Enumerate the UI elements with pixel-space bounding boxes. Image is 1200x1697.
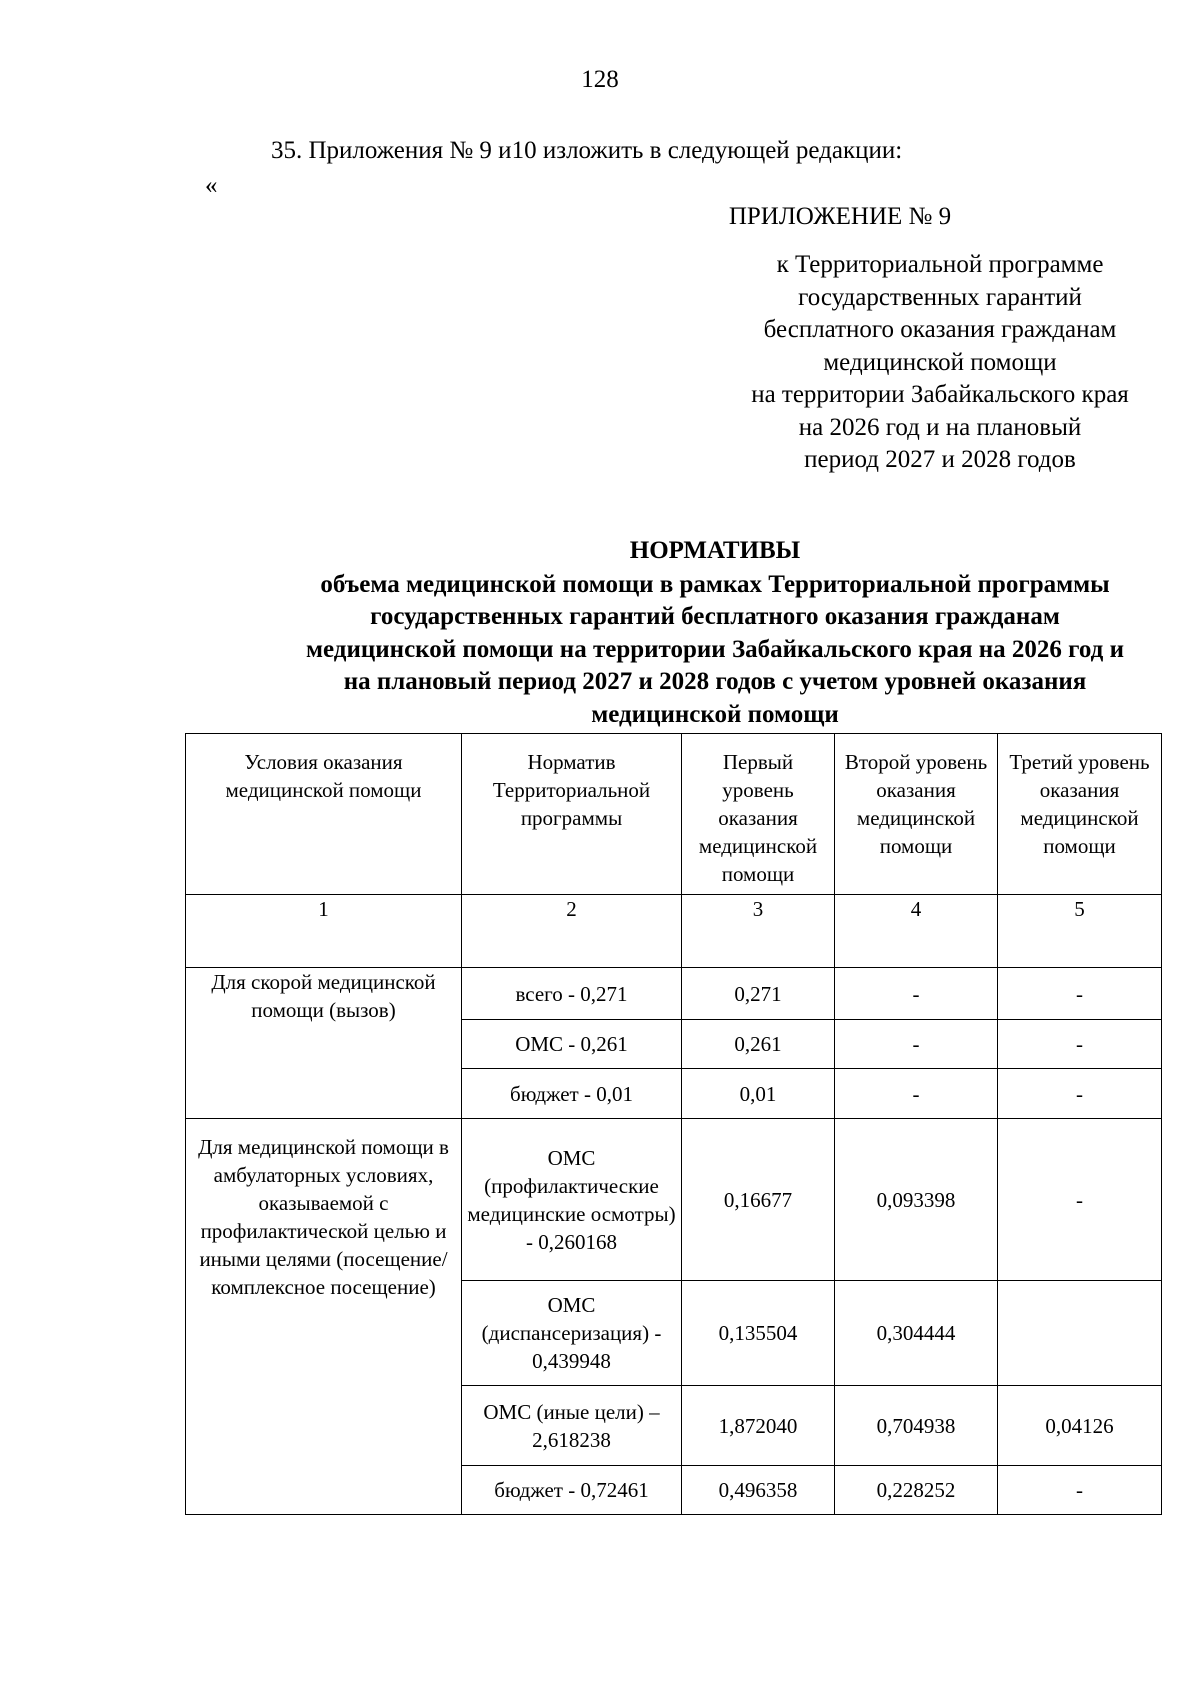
appendix-subtitle-line: на 2026 год и на плановый	[798, 413, 1082, 441]
level1-cell: 0,16677	[682, 1119, 835, 1281]
page-number: 128	[581, 66, 619, 93]
header-cell: Норматив Территориальной программы	[462, 734, 682, 895]
column-number-cell: 4	[835, 895, 998, 968]
level3-cell: -	[998, 1466, 1162, 1515]
intro-text: 35. Приложения № 9 и10 изложить в следующей редакции:	[271, 137, 903, 164]
table-row	[186, 1119, 1162, 1281]
header-cell: Условия оказания медицинской помощи	[186, 734, 462, 895]
norm-cell: всего - 0,271	[462, 968, 682, 1020]
document-title	[150, 535, 1200, 731]
document-title-line: объема медицинской помощи в рамках Территориальной программы	[320, 570, 1110, 598]
column-number-cell: 2	[462, 895, 682, 968]
header-cell: Первый уровень оказания медицинской помощи	[682, 734, 835, 895]
level1-cell: 1,872040	[682, 1386, 835, 1466]
level1-cell: 0,135504	[682, 1281, 835, 1386]
table-header-row	[186, 734, 1162, 895]
appendix-subtitle-line: период 2027 и 2028 годов	[804, 446, 1076, 473]
column-number-cell: 3	[682, 895, 835, 968]
level2-cell: -	[835, 1069, 998, 1119]
norm-cell: ОМС (диспансеризация) - 0,439948	[462, 1281, 682, 1386]
condition-cell: Для скорой медицинской помощи (вызов)	[186, 968, 462, 1119]
level2-cell: 0,093398	[835, 1119, 998, 1281]
table-row	[186, 968, 1162, 1020]
appendix-subtitle-line: к Территориальной программе	[776, 251, 1104, 278]
norm-cell: ОМС - 0,261	[462, 1020, 682, 1069]
document-title-line: государственных гарантий бесплатного оказания гражданам	[370, 603, 1060, 630]
norm-cell: ОМС (иные цели) – 2,618238	[462, 1386, 682, 1466]
document-heading: НОРМАТИВЫ	[629, 537, 801, 564]
level2-cell: -	[835, 1020, 998, 1069]
level3-cell: 0,04126	[998, 1386, 1162, 1466]
norms-table	[185, 733, 1162, 1515]
appendix-subtitle-line: бесплатного оказания гражданам	[763, 316, 1117, 343]
appendix-subtitle	[690, 249, 1190, 477]
level1-cell: 0,261	[682, 1020, 835, 1069]
level1-cell: 0,01	[682, 1069, 835, 1119]
appendix-subtitle-line: на территории Забайкальского края	[751, 381, 1129, 408]
level3-cell: -	[998, 1020, 1162, 1069]
level3-cell	[998, 1281, 1162, 1386]
document-title-line: на плановый период 2027 и 2028 годов с учетом уровней оказания	[343, 668, 1087, 695]
open-quote: «	[205, 172, 218, 199]
level2-cell: -	[835, 968, 998, 1020]
condition-cell: Для медицинской помощи в амбулаторных условиях, оказываемой с профилактической целью и иными целями (посещение/комплексное посещение)	[186, 1119, 462, 1515]
norm-cell: бюджет - 0,72461	[462, 1466, 682, 1515]
level1-cell: 0,271	[682, 968, 835, 1020]
norm-cell: бюджет - 0,01	[462, 1069, 682, 1119]
appendix-title: ПРИЛОЖЕНИЕ № 9	[728, 203, 952, 230]
column-number-row	[186, 895, 1162, 968]
header-cell: Второй уровень оказания медицинской помощи	[835, 734, 998, 895]
document-title-line: медицинской помощи	[591, 700, 839, 728]
level1-cell: 0,496358	[682, 1466, 835, 1515]
level2-cell: 0,704938	[835, 1386, 998, 1466]
appendix-subtitle-line: медицинской помощи	[823, 348, 1057, 376]
level3-cell: -	[998, 1119, 1162, 1281]
norm-cell: ОМС (профилактические медицинские осмотры) - 0,260168	[462, 1119, 682, 1281]
level2-cell: 0,304444	[835, 1281, 998, 1386]
document-title-line: медицинской помощи на территории Забайкальского края на 2026 год и	[306, 635, 1124, 663]
column-number-cell: 5	[998, 895, 1162, 968]
header-cell: Третий уровень оказания медицинской помощи	[998, 734, 1162, 895]
appendix-subtitle-line: государственных гарантий	[798, 283, 1082, 311]
column-number-cell: 1	[186, 895, 462, 968]
level3-cell: -	[998, 968, 1162, 1020]
level2-cell: 0,228252	[835, 1466, 998, 1515]
level3-cell: -	[998, 1069, 1162, 1119]
